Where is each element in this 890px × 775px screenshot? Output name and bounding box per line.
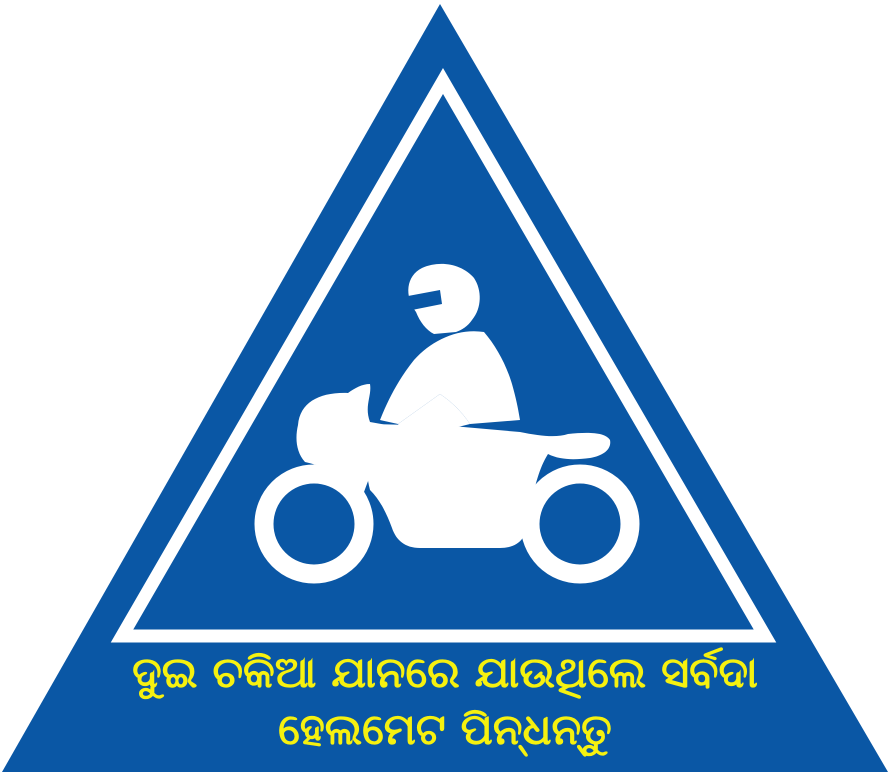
sign-caption-line-2: ହେଲମେଟ ପିନ୍ଧନ୍ତୁ xyxy=(278,705,612,755)
sign-caption-line-1: ଦୁଇ ଚକିଆ ଯାନରେ ଯାଉଥିଲେ ସର୍ବଦା xyxy=(132,648,758,698)
